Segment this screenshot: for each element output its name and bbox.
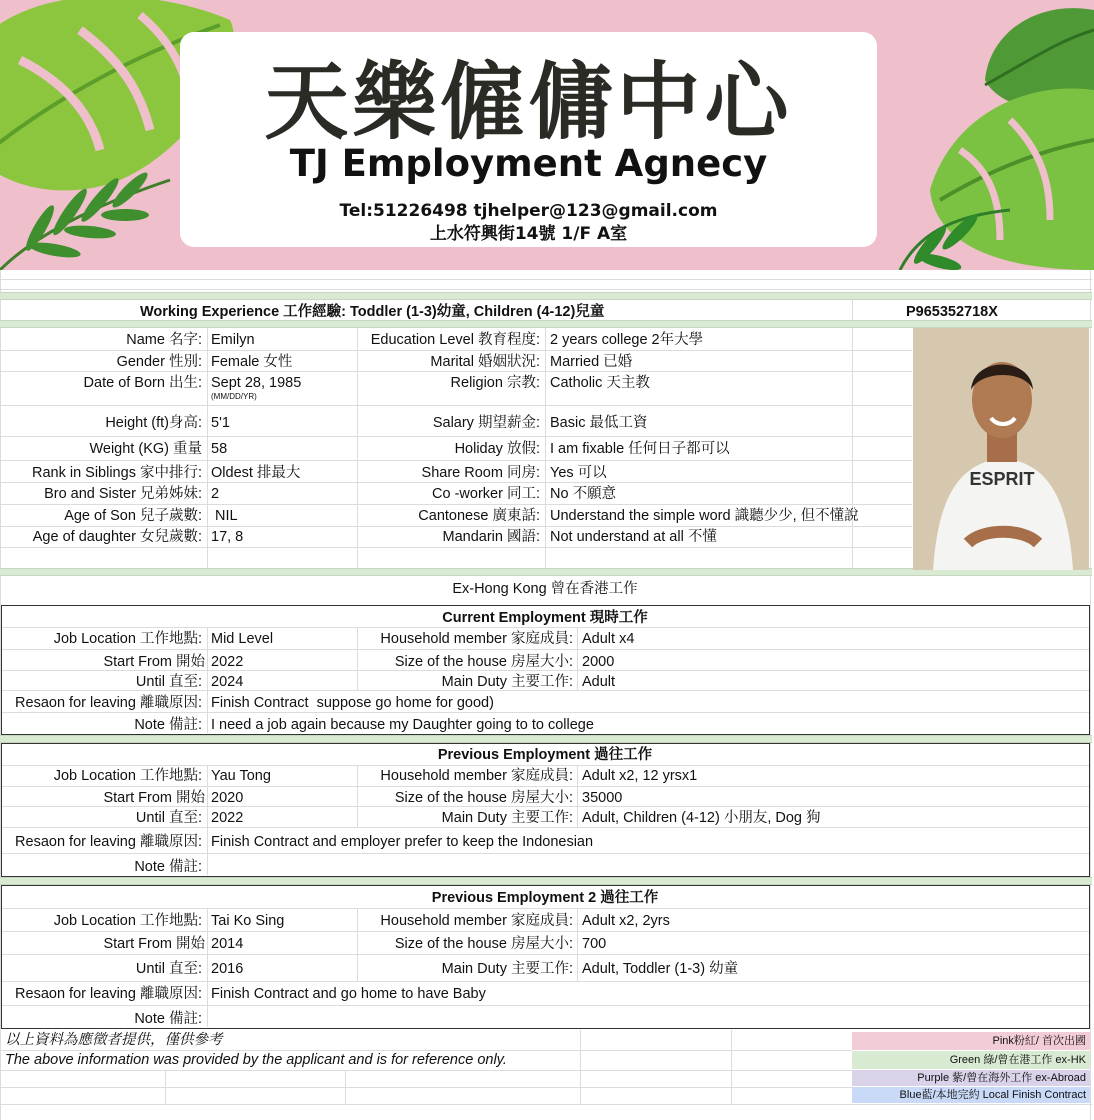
- applicant-portrait-illustration: [913, 328, 1089, 570]
- agency-address: 上水符興街14號 1/F A室: [429, 224, 628, 244]
- reason-value: Finish Contract and employer prefer to keep the Indonesian: [211, 834, 594, 850]
- disclaimer-chinese: 以上資料為應徵者提供，僅供參考: [5, 1032, 223, 1048]
- until-label: Until 直至:: [135, 810, 202, 826]
- religion-value: Catholic 天主教: [550, 375, 650, 391]
- disclaimer-english: The above information was provided by the applicant and is for reference only.: [5, 1052, 507, 1068]
- daughter-age-value: 17, 8: [211, 529, 244, 545]
- reason-label: Resaon for leaving 離職原因:: [15, 986, 202, 1002]
- legend-blue: Blue藍/本地完約 Local Finish Contract: [852, 1087, 1090, 1104]
- rank-label: Rank in Siblings 家中排行:: [31, 465, 202, 481]
- until-label: Until 直至:: [135, 674, 202, 690]
- mandarin-label: Mandarin 國語:: [442, 529, 540, 545]
- main-duty-label: Main Duty 主要工作:: [441, 810, 573, 826]
- reason-label: Resaon for leaving 離職原因:: [15, 834, 202, 850]
- household-label: Household member 家庭成員:: [380, 768, 573, 784]
- dob-label: Date of Born 出生:: [83, 375, 202, 391]
- education-label: Education Level 教育程度:: [370, 332, 540, 348]
- agency-banner: [0, 0, 1094, 270]
- son-age-value: NIL: [211, 508, 238, 524]
- job-location-value: Tai Ko Sing: [211, 913, 285, 929]
- religion-label: Religion 宗教:: [450, 375, 540, 391]
- salary-value: Basic 最低工資: [550, 415, 648, 431]
- note-label: Note 備註:: [134, 717, 202, 733]
- separator-band: [0, 292, 1092, 300]
- house-size-value: 35000: [582, 790, 623, 806]
- start-from-value: 2014: [211, 936, 244, 952]
- previous-employment-2-title: Previous Employment 2 過往工作: [431, 890, 659, 906]
- height-value: 5'1: [211, 415, 230, 431]
- salary-label: Salary 期望薪金:: [432, 415, 540, 431]
- daughter-age-label: Age of daughter 女兒歲數:: [32, 529, 202, 545]
- main-duty-label: Main Duty 主要工作:: [441, 674, 573, 690]
- siblings-label: Bro and Sister 兄弟姊妹:: [44, 486, 202, 502]
- house-size-label: Size of the house 房屋大小:: [394, 654, 573, 670]
- until-value: 2024: [211, 674, 244, 690]
- job-location-label: Job Location 工作地點:: [53, 768, 202, 784]
- weight-label: Weight (KG) 重量: [89, 441, 202, 457]
- household-label: Household member 家庭成員:: [380, 913, 573, 929]
- agency-name-english: TJ Employment Agnecy: [289, 142, 768, 185]
- name-label: Name 名字:: [126, 332, 202, 348]
- start-from-value: 2020: [211, 790, 244, 806]
- applicant-photo: [913, 328, 1089, 570]
- note-label: Note 備註:: [134, 1011, 202, 1027]
- main-duty-label: Main Duty 主要工作:: [441, 961, 573, 977]
- previous-employment-title: Previous Employment 過往工作: [437, 747, 653, 763]
- agency-phone-email: Tel:51226498 tjhelper@123@gmail.com: [339, 201, 718, 221]
- holiday-label: Holiday 放假:: [454, 441, 540, 457]
- legend-pink: Pink粉紅/ 首次出國: [852, 1032, 1090, 1051]
- cantonese-value: Understand the simple word 識聽少少, 但不懂說: [550, 508, 859, 524]
- share-room-label: Share Room 同房:: [421, 465, 540, 481]
- note-value: I need a job again because my Daughter going to to college: [211, 717, 594, 733]
- job-location-label: Job Location 工作地點:: [53, 913, 202, 929]
- shirt-logo: ESPRIT: [969, 469, 1035, 489]
- house-size-label: Size of the house 房屋大小:: [394, 790, 573, 806]
- until-value: 2016: [211, 961, 244, 977]
- reason-value: Finish Contract suppose go home for good): [211, 695, 494, 711]
- dob-format: (MM/DD/YR): [211, 392, 257, 401]
- until-value: 2022: [211, 810, 244, 826]
- agency-name-chinese: 天樂僱傭中心: [264, 53, 793, 151]
- start-from-label: Start From 開始: [103, 936, 205, 952]
- house-size-value: 2000: [582, 654, 615, 670]
- reference-id: P965352718X: [906, 304, 998, 320]
- coworker-value: No 不願意: [550, 486, 617, 502]
- main-duty-value: Adult, Toddler (1-3) 幼童: [582, 961, 739, 977]
- marital-label: Marital 婚姻狀況:: [430, 354, 540, 370]
- legend-green: Green 綠/曾在港工作 ex-HK: [852, 1051, 1090, 1070]
- holiday-value: I am fixable 任何日子都可以: [550, 441, 730, 457]
- start-from-label: Start From 開始: [103, 790, 205, 806]
- house-size-label: Size of the house 房屋大小:: [394, 936, 573, 952]
- gender-label: Gender 性別:: [116, 354, 202, 370]
- weight-value: 58: [211, 441, 228, 457]
- ex-location: Ex-Hong Kong 曾在香港工作: [452, 581, 638, 597]
- separator-band: [0, 877, 1092, 885]
- until-label: Until 直至:: [135, 961, 202, 977]
- job-location-value: Yau Tong: [211, 768, 271, 784]
- reason-label: Resaon for leaving 離職原因:: [15, 695, 202, 711]
- job-location-label: Job Location 工作地點:: [53, 631, 202, 647]
- house-size-value: 700: [582, 936, 607, 952]
- education-value: 2 years college 2年大學: [550, 332, 704, 348]
- name-value: Emilyn: [211, 332, 255, 348]
- household-value: Adult x4: [582, 631, 635, 647]
- household-value: Adult x2, 2yrs: [582, 913, 670, 929]
- start-from-value: 2022: [211, 654, 244, 670]
- separator-band: [0, 735, 1092, 743]
- note-label: Note 備註:: [134, 859, 202, 875]
- share-room-value: Yes 可以: [550, 465, 607, 481]
- job-location-value: Mid Level: [211, 631, 274, 647]
- separator-band: [0, 320, 1092, 328]
- cantonese-label: Cantonese 廣東話:: [418, 508, 540, 524]
- mandarin-value: Not understand at all 不懂: [550, 529, 717, 545]
- coworker-label: Co -worker 同工:: [432, 486, 540, 502]
- agency-contact: [180, 200, 877, 246]
- marital-value: Married 已婚: [550, 354, 633, 370]
- gender-value: Female 女性: [211, 354, 293, 370]
- main-duty-value: Adult, Children (4-12) 小朋友, Dog 狗: [582, 810, 821, 826]
- son-age-label: Age of Son 兒子歲數:: [64, 508, 202, 524]
- siblings-value: 2: [211, 486, 220, 502]
- main-duty-value: Adult: [582, 674, 616, 690]
- legend-purple: Purple 紫/曾在海外工作 ex-Abroad: [852, 1070, 1090, 1087]
- reason-value: Finish Contract and go home to have Baby: [211, 986, 486, 1002]
- dob-value: Sept 28, 1985: [211, 375, 302, 391]
- height-label: Height (ft)身高:: [105, 415, 202, 431]
- working-experience: Working Experience 工作經驗: Toddler (1-3)幼童, Children (4-12)兒童: [140, 304, 605, 320]
- rank-value: Oldest 排最大: [211, 465, 301, 481]
- start-from-label: Start From 開始: [103, 654, 205, 670]
- household-value: Adult x2, 12 yrsx1: [582, 768, 698, 784]
- agency-title-card: [180, 32, 877, 247]
- current-employment-title: Current Employment 現時工作: [442, 610, 648, 626]
- household-label: Household member 家庭成員:: [380, 631, 573, 647]
